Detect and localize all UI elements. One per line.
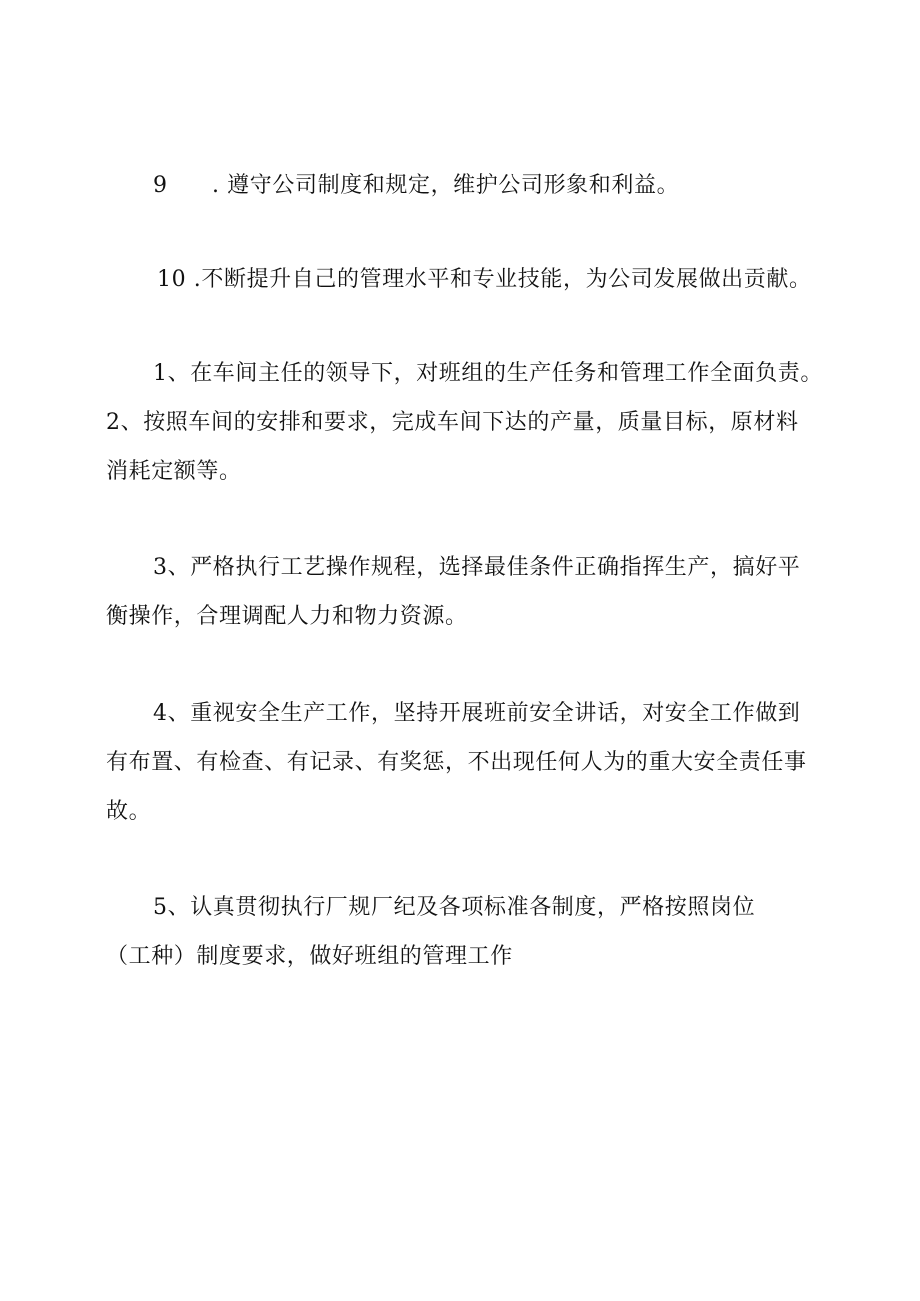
item-5-line-2: （工种）制度要求，做好班组的管理工作	[106, 944, 513, 969]
item-3-line-1: 3、严格执行工艺操作规程，选择最佳条件正确指挥生产，搞好平	[153, 555, 801, 580]
item-9-number: 9	[153, 173, 168, 198]
item-5-line-1: 5、认真贯彻执行厂规厂纪及各项标准各制度，严格按照岗位	[153, 895, 756, 920]
item-10-text: 10 .不断提升自己的管理水平和专业技能，为公司发展做出贡献。	[157, 267, 812, 292]
item-2-line-1: 2、按照车间的安排和要求，完成车间下达的产量，质量目标，原材料	[106, 410, 799, 435]
item-2-line-2: 消耗定额等。	[106, 459, 242, 484]
item-4-line-2: 有布置、有检查、有记录、有奖惩，不出现任何人为的重大安全责任事	[106, 750, 807, 775]
item-4-line-3: 故。	[106, 799, 152, 824]
item-3-line-2: 衡操作，合理调配人力和物力资源。	[106, 604, 468, 629]
item-4-line-1: 4、重视安全生产工作，坚持开展班前安全讲话，对安全工作做到	[153, 701, 801, 726]
item-9-text: . 遵守公司制度和规定，维护公司形象和利益。	[212, 173, 680, 198]
item-1-text: 1、在车间主任的领导下，对班组的生产任务和管理工作全面负责。	[153, 361, 823, 386]
